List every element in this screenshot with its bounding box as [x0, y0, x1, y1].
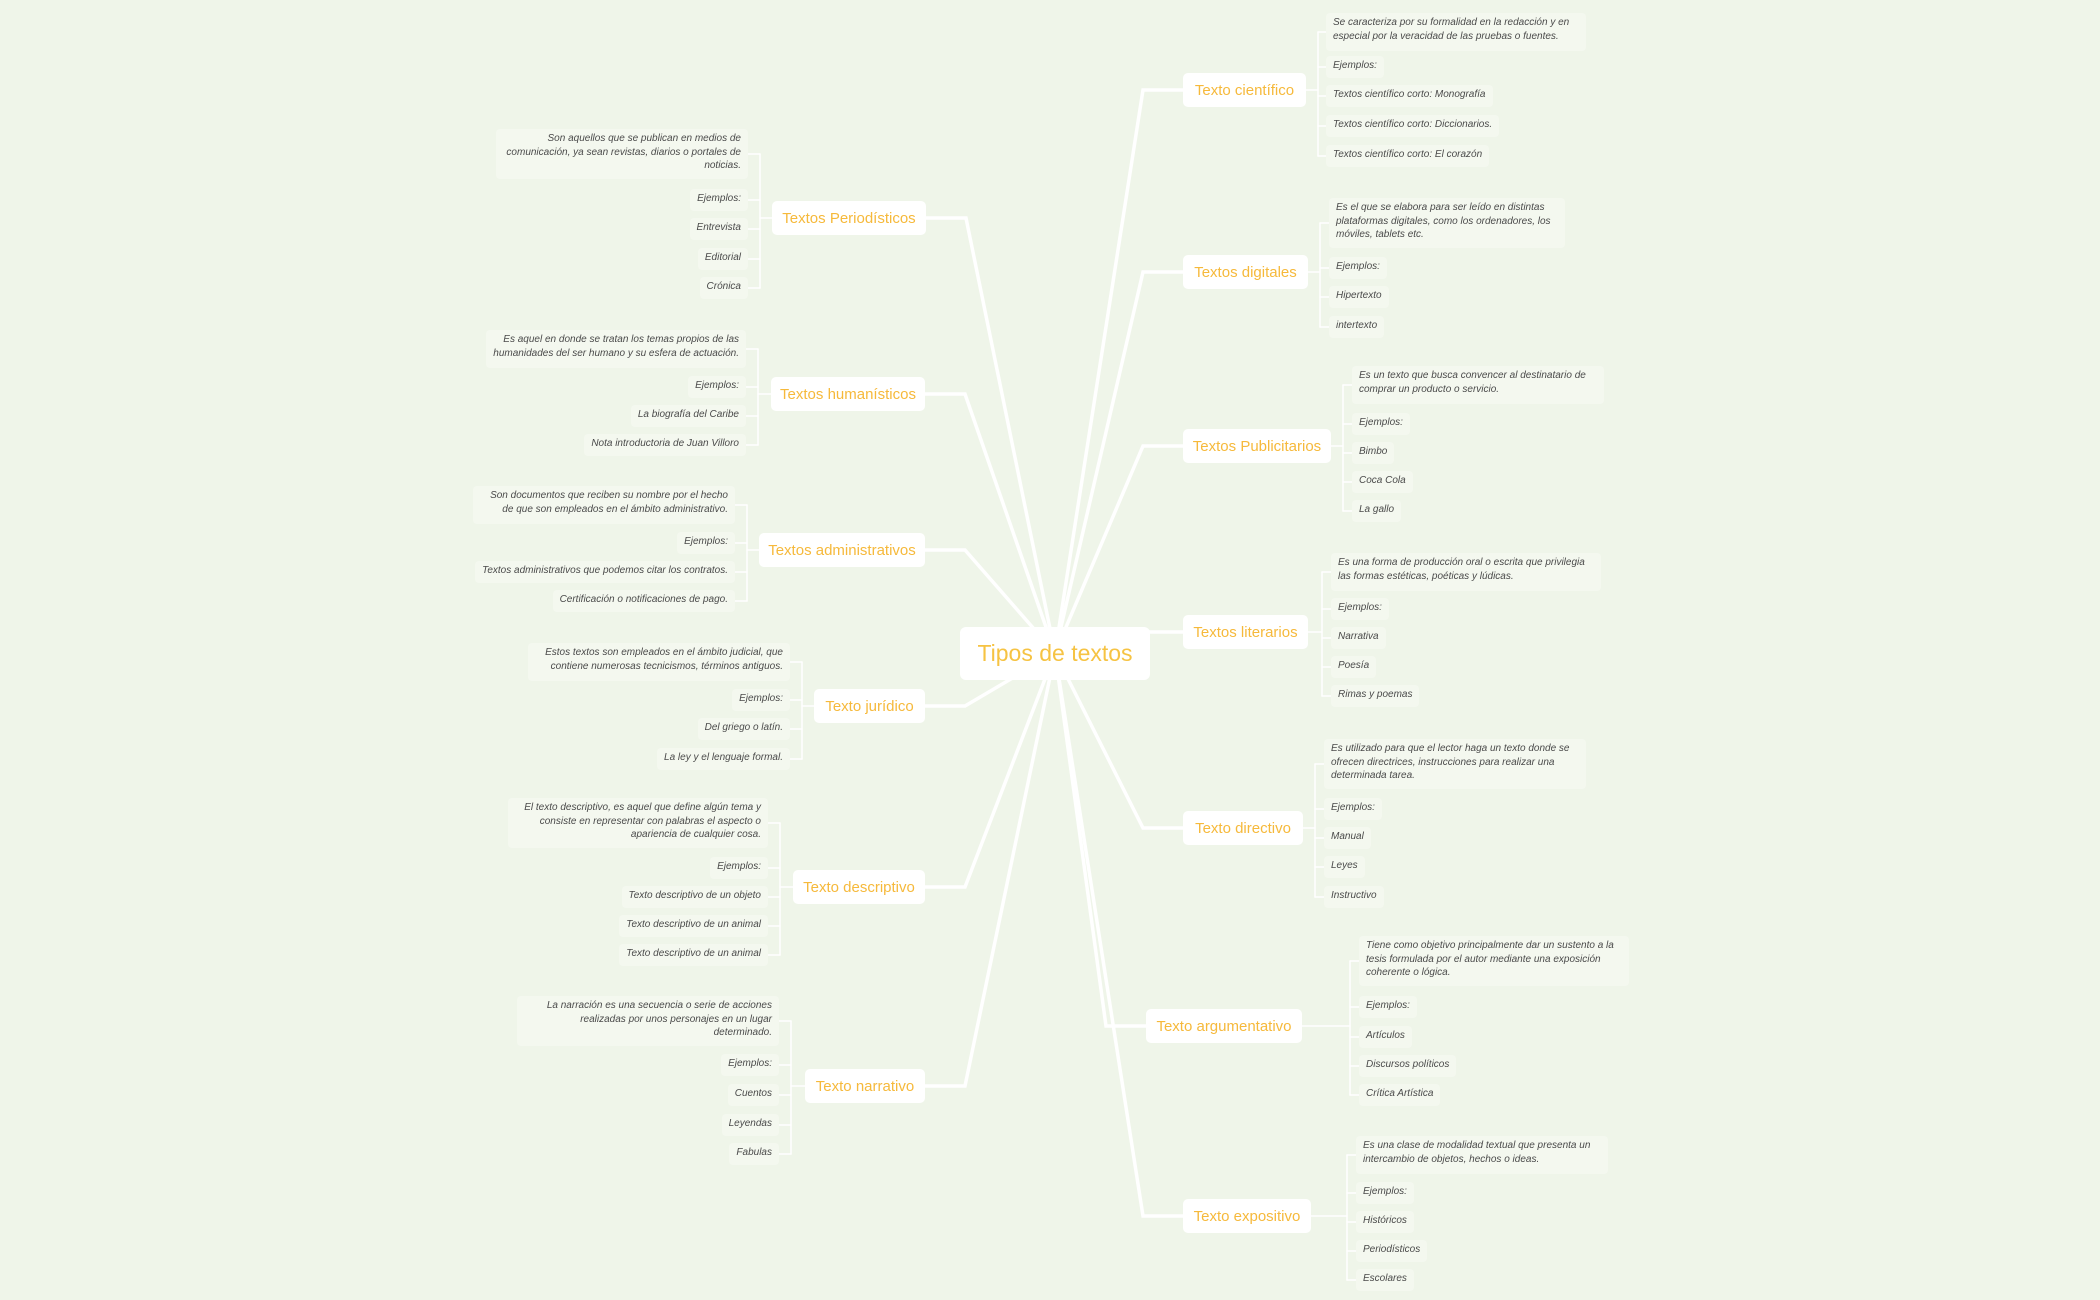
topic-description[interactable]: Es el que se elabora para ser leído en distintas plataformas digitales, como los ordenadores, los móviles, tablets etc.: [1329, 198, 1565, 248]
example-item[interactable]: Históricos: [1356, 1211, 1414, 1233]
topic-13[interactable]: Texto narrativo: [805, 1069, 925, 1103]
example-item[interactable]: La gallo: [1352, 500, 1401, 522]
examples-label[interactable]: Ejemplos:: [677, 532, 735, 554]
topic-9[interactable]: Textos humanísticos: [771, 377, 925, 411]
example-item[interactable]: Hipertexto: [1329, 286, 1389, 308]
example-item[interactable]: Escolares: [1356, 1269, 1414, 1291]
example-item[interactable]: Del griego o latín.: [698, 718, 790, 740]
topic-description[interactable]: La narración es una secuencia o serie de acciones realizadas por unos personajes en un lugar determinado.: [517, 996, 779, 1046]
example-item[interactable]: Textos científico corto: Diccionarios.: [1326, 115, 1499, 137]
topic-description[interactable]: Es un texto que busca convencer al destinatario de comprar un producto o servicio.: [1352, 366, 1604, 404]
branch-connector: [926, 218, 1055, 653]
branch-connector: [1055, 272, 1183, 653]
example-item[interactable]: Bimbo: [1352, 442, 1394, 464]
example-item[interactable]: Texto descriptivo de un objeto: [622, 886, 769, 908]
examples-label[interactable]: Ejemplos:: [1326, 56, 1384, 78]
examples-label[interactable]: Ejemplos:: [1331, 598, 1389, 620]
example-item[interactable]: Texto descriptivo de un animal: [619, 944, 768, 966]
example-item[interactable]: Crónica: [700, 277, 748, 299]
example-item[interactable]: Rimas y poemas: [1331, 685, 1419, 707]
topic-description[interactable]: Son documentos que reciben su nombre por el hecho de que son empleados en el ámbito administrativo.: [473, 486, 735, 524]
topic-5[interactable]: Texto directivo: [1183, 811, 1303, 845]
topic-3[interactable]: Textos Publicitarios: [1183, 429, 1331, 463]
topic-description[interactable]: Es una clase de modalidad textual que presenta un intercambio de objetos, hechos o ideas.: [1356, 1136, 1608, 1174]
topic-description[interactable]: Es utilizado para que el lector haga un texto donde se ofrecen directrices, instrucciones para realizar una determinada tarea.: [1324, 739, 1586, 789]
topic-1[interactable]: Texto científico: [1183, 73, 1306, 107]
examples-label[interactable]: Ejemplos:: [690, 189, 748, 211]
topic-8[interactable]: Textos Periodísticos: [772, 201, 926, 235]
example-item[interactable]: Manual: [1324, 827, 1371, 849]
topic-2[interactable]: Textos digitales: [1183, 255, 1308, 289]
examples-label[interactable]: Ejemplos:: [1359, 996, 1417, 1018]
example-item[interactable]: La ley y el lenguaje formal.: [657, 748, 790, 770]
topic-4[interactable]: Textos literarios: [1183, 615, 1308, 649]
example-item[interactable]: intertexto: [1329, 316, 1384, 338]
branch-connector: [1055, 653, 1146, 1026]
example-item[interactable]: Editorial: [698, 248, 748, 270]
topic-description[interactable]: Es aquel en donde se tratan los temas propios de las humanidades del ser humano y su esfera de actuación.: [486, 330, 746, 368]
topic-description[interactable]: Tiene como objetivo principalmente dar un sustento a la tesis formulada por el autor mediante una exposición coherente o lógica.: [1359, 936, 1629, 986]
example-item[interactable]: Discursos políticos: [1359, 1055, 1456, 1077]
examples-label[interactable]: Ejemplos:: [732, 689, 790, 711]
example-item[interactable]: Fabulas: [729, 1143, 779, 1165]
topic-7[interactable]: Texto expositivo: [1183, 1199, 1311, 1233]
example-item[interactable]: Nota introductoria de Juan Villoro: [584, 434, 746, 456]
example-item[interactable]: Cuentos: [728, 1084, 779, 1106]
example-item[interactable]: Textos científico corto: El corazón: [1326, 145, 1489, 167]
example-item[interactable]: La biografía del Caribe: [631, 405, 746, 427]
branch-connector: [925, 394, 1055, 653]
branch-connector: [925, 653, 1055, 1086]
example-item[interactable]: Texto descriptivo de un animal: [619, 915, 768, 937]
topic-description[interactable]: Se caracteriza por su formalidad en la redacción y en especial por la veracidad de las pruebas o fuentes.: [1326, 13, 1586, 51]
example-item[interactable]: Leyendas: [722, 1114, 779, 1136]
examples-label[interactable]: Ejemplos:: [710, 857, 768, 879]
example-item[interactable]: Periodísticos: [1356, 1240, 1427, 1262]
topic-description[interactable]: El texto descriptivo, es aquel que define algún tema y consiste en representar con palabras el aspecto o apariencia de cualquier cosa.: [508, 798, 768, 848]
examples-label[interactable]: Ejemplos:: [1356, 1182, 1414, 1204]
topic-description[interactable]: Estos textos son empleados en el ámbito judicial, que contiene numerosas tecnicismos, términos antiguos.: [528, 643, 790, 681]
branch-connector: [1055, 446, 1183, 653]
examples-label[interactable]: Ejemplos:: [1329, 257, 1387, 279]
examples-label[interactable]: Ejemplos:: [721, 1054, 779, 1076]
topic-description[interactable]: Son aquellos que se publican en medios de comunicación, ya sean revistas, diarios o portales de noticias.: [496, 129, 748, 179]
example-item[interactable]: Textos científico corto: Monografía: [1326, 85, 1493, 107]
central-topic[interactable]: Tipos de textos: [960, 627, 1150, 680]
examples-label[interactable]: Ejemplos:: [1324, 798, 1382, 820]
example-item[interactable]: Textos administrativos que podemos citar los contratos.: [475, 561, 735, 583]
example-item[interactable]: Narrativa: [1331, 627, 1386, 649]
example-item[interactable]: Instructivo: [1324, 886, 1384, 908]
example-item[interactable]: Entrevista: [690, 218, 748, 240]
example-item[interactable]: Coca Cola: [1352, 471, 1413, 493]
example-item[interactable]: Leyes: [1324, 856, 1365, 878]
topic-10[interactable]: Textos administrativos: [759, 533, 925, 567]
topic-11[interactable]: Texto jurídico: [814, 689, 925, 723]
examples-label[interactable]: Ejemplos:: [688, 376, 746, 398]
branch-connector: [925, 653, 1055, 887]
example-item[interactable]: Crítica Artística: [1359, 1084, 1440, 1106]
example-item[interactable]: Poesía: [1331, 656, 1376, 678]
topic-6[interactable]: Texto argumentativo: [1146, 1009, 1302, 1043]
examples-label[interactable]: Ejemplos:: [1352, 413, 1410, 435]
example-item[interactable]: Certificación o notificaciones de pago.: [553, 590, 735, 612]
topic-description[interactable]: Es una forma de producción oral o escrita que privilegia las formas estéticas, poéticas y lúdicas.: [1331, 553, 1601, 591]
branch-connector: [1055, 653, 1183, 1216]
topic-12[interactable]: Texto descriptivo: [793, 870, 925, 904]
example-item[interactable]: Artículos: [1359, 1026, 1412, 1048]
